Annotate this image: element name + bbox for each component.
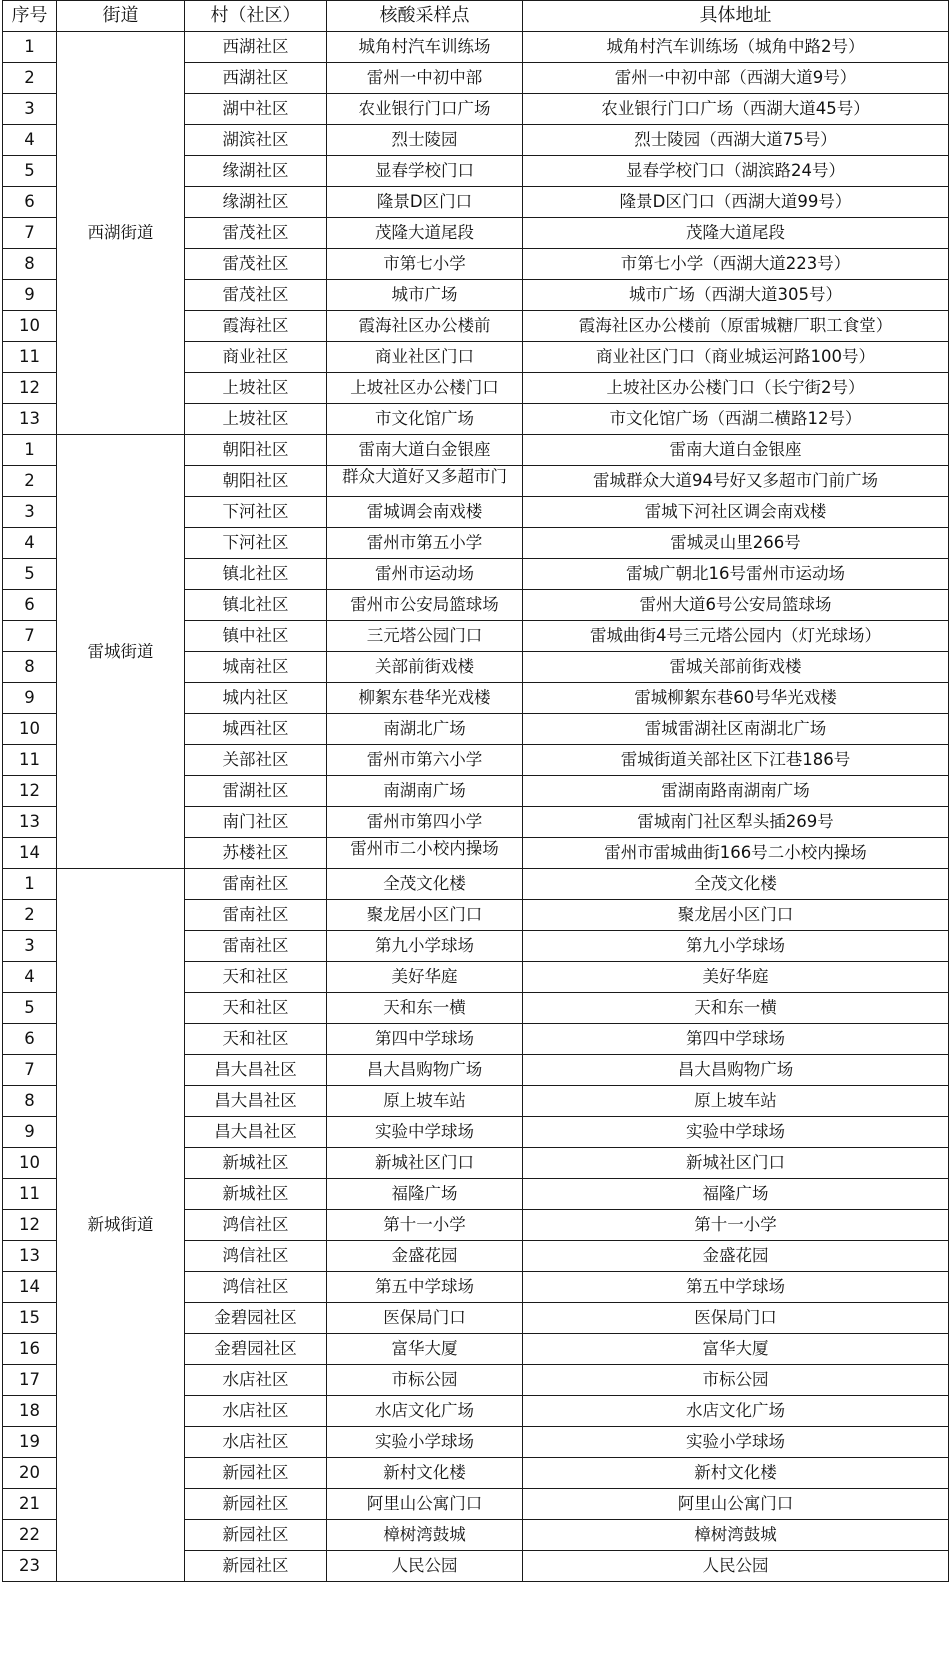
cell-site: 农业银行门口广场 [327,94,523,125]
cell-site: 第四中学球场 [327,1024,523,1055]
cell-index: 5 [3,156,57,187]
cell-site: 实验中学球场 [327,1117,523,1148]
cell-community: 西湖社区 [185,63,327,94]
cell-address: 显春学校门口（湖滨路24号） [523,156,949,187]
cell-site: 茂隆大道尾段 [327,218,523,249]
cell-site: 第五中学球场 [327,1272,523,1303]
cell-site: 雷州市运动场 [327,559,523,590]
cell-site: 实验小学球场 [327,1427,523,1458]
cell-site: 阿里山公寓门口 [327,1489,523,1520]
cell-address: 水店文化广场 [523,1396,949,1427]
header-street: 街道 [57,1,185,32]
cell-community: 鸿信社区 [185,1210,327,1241]
cell-address: 市第七小学（西湖大道223号） [523,249,949,280]
cell-community: 西湖社区 [185,32,327,63]
cell-index: 21 [3,1489,57,1520]
cell-community: 城西社区 [185,714,327,745]
cell-address: 金盛花园 [523,1241,949,1272]
cell-address: 昌大昌购物广场 [523,1055,949,1086]
cell-address: 医保局门口 [523,1303,949,1334]
cell-community: 雷茂社区 [185,249,327,280]
cell-community: 商业社区 [185,342,327,373]
cell-index: 10 [3,714,57,745]
cell-index: 9 [3,683,57,714]
cell-site: 南湖北广场 [327,714,523,745]
cell-site: 雷州一中初中部 [327,63,523,94]
cell-community: 湖中社区 [185,94,327,125]
cell-community: 雷南社区 [185,869,327,900]
cell-community: 下河社区 [185,528,327,559]
cell-site: 烈士陵园 [327,125,523,156]
cell-index: 4 [3,125,57,156]
cell-address: 实验中学球场 [523,1117,949,1148]
cell-site: 隆景D区门口 [327,187,523,218]
cell-index: 8 [3,652,57,683]
cell-community: 昌大昌社区 [185,1086,327,1117]
cell-index: 9 [3,280,57,311]
cell-site: 第九小学球场 [327,931,523,962]
cell-address: 雷城南门社区犁头插269号 [523,807,949,838]
cell-address: 全茂文化楼 [523,869,949,900]
cell-index: 10 [3,311,57,342]
cell-index: 18 [3,1396,57,1427]
cell-index: 22 [3,1520,57,1551]
cell-address: 城市广场（西湖大道305号） [523,280,949,311]
cell-address: 福隆广场 [523,1179,949,1210]
cell-index: 13 [3,404,57,435]
cell-community: 新园社区 [185,1458,327,1489]
cell-site: 南湖南广场 [327,776,523,807]
cell-address: 市标公园 [523,1365,949,1396]
cell-community: 鸿信社区 [185,1241,327,1272]
cell-community: 湖滨社区 [185,125,327,156]
cell-community: 缘湖社区 [185,156,327,187]
cell-site: 霞海社区办公楼前 [327,311,523,342]
cell-index: 11 [3,1179,57,1210]
cell-index: 12 [3,1210,57,1241]
cell-community: 朝阳社区 [185,435,327,466]
cell-community: 水店社区 [185,1427,327,1458]
cell-address: 第十一小学 [523,1210,949,1241]
cell-address: 雷城雷湖社区南湖北广场 [523,714,949,745]
cell-site: 雷城调会南戏楼 [327,497,523,528]
cell-index: 14 [3,1272,57,1303]
cell-community: 城内社区 [185,683,327,714]
cell-index: 19 [3,1427,57,1458]
cell-site: 富华大厦 [327,1334,523,1365]
cell-index: 1 [3,869,57,900]
cell-community: 雷茂社区 [185,218,327,249]
cell-index: 12 [3,776,57,807]
cell-index: 6 [3,187,57,218]
cell-index: 8 [3,1086,57,1117]
cell-address: 上坡社区办公楼门口（长宁街2号） [523,373,949,404]
cell-community: 城南社区 [185,652,327,683]
cell-site: 三元塔公园门口 [327,621,523,652]
cell-community: 昌大昌社区 [185,1117,327,1148]
cell-community: 南门社区 [185,807,327,838]
cell-site: 金盛花园 [327,1241,523,1272]
cell-index: 2 [3,466,57,497]
cell-index: 17 [3,1365,57,1396]
cell-site: 雷州市第四小学 [327,807,523,838]
cell-community: 上坡社区 [185,404,327,435]
cell-index: 8 [3,249,57,280]
cell-community: 天和社区 [185,1024,327,1055]
cell-community: 关部社区 [185,745,327,776]
cell-address: 雷城灵山里266号 [523,528,949,559]
cell-index: 12 [3,373,57,404]
cell-index: 9 [3,1117,57,1148]
cell-site: 原上坡车站 [327,1086,523,1117]
cell-index: 13 [3,1241,57,1272]
cell-address: 雷州一中初中部（西湖大道9号） [523,63,949,94]
cell-site: 市第七小学 [327,249,523,280]
cell-address: 第九小学球场 [523,931,949,962]
cell-site: 聚龙居小区门口 [327,900,523,931]
cell-site: 市文化馆广场 [327,404,523,435]
cell-site-text: 群众大道好又多超市门 [342,467,507,486]
cell-community: 镇中社区 [185,621,327,652]
table-row [3,869,949,900]
cell-index: 6 [3,590,57,621]
cell-address: 雷州市雷城曲街166号二小校内操场 [523,838,949,869]
cell-address: 雷城下河社区调会南戏楼 [523,497,949,528]
cell-index: 6 [3,1024,57,1055]
cell-site [327,838,523,869]
cell-community: 镇北社区 [185,559,327,590]
cell-address: 雷城柳絮东巷60号华光戏楼 [523,683,949,714]
header-index: 序号 [3,1,57,32]
cell-site: 柳絮东巷华光戏楼 [327,683,523,714]
cell-address: 雷城群众大道94号好又多超市门前广场 [523,466,949,497]
cell-address: 原上坡车站 [523,1086,949,1117]
cell-community: 镇北社区 [185,590,327,621]
cell-address: 富华大厦 [523,1334,949,1365]
cell-address: 实验小学球场 [523,1427,949,1458]
cell-address: 烈士陵园（西湖大道75号） [523,125,949,156]
cell-site: 人民公园 [327,1551,523,1582]
cell-address: 隆景D区门口（西湖大道99号） [523,187,949,218]
cell-community: 天和社区 [185,993,327,1024]
cell-community: 雷南社区 [185,900,327,931]
cell-address: 阿里山公寓门口 [523,1489,949,1520]
cell-site: 第十一小学 [327,1210,523,1241]
cell-index: 7 [3,621,57,652]
cell-address: 雷城街道关部社区下江巷186号 [523,745,949,776]
cell-address: 新城社区门口 [523,1148,949,1179]
cell-community: 水店社区 [185,1365,327,1396]
cell-address: 雷城广朝北16号雷州市运动场 [523,559,949,590]
cell-address: 雷湖南路南湖南广场 [523,776,949,807]
cell-index: 3 [3,94,57,125]
cell-site: 商业社区门口 [327,342,523,373]
cell-community: 上坡社区 [185,373,327,404]
cell-address: 人民公园 [523,1551,949,1582]
cell-index: 4 [3,962,57,993]
cell-index: 7 [3,1055,57,1086]
cell-index: 1 [3,435,57,466]
table-header-row [3,1,949,32]
cell-site: 福隆广场 [327,1179,523,1210]
cell-community: 霞海社区 [185,311,327,342]
cell-site: 市标公园 [327,1365,523,1396]
cell-address: 雷南大道白金银座 [523,435,949,466]
cell-community: 昌大昌社区 [185,1055,327,1086]
cell-address: 农业银行门口广场（西湖大道45号） [523,94,949,125]
cell-street: 新城街道 [57,869,185,1582]
cell-site-text: 雷州市二小校内操场 [350,839,499,858]
cell-index: 4 [3,528,57,559]
cell-community: 新园社区 [185,1551,327,1582]
cell-community: 雷湖社区 [185,776,327,807]
cell-address: 市文化馆广场（西湖二横路12号） [523,404,949,435]
cell-site: 城角村汽车训练场 [327,32,523,63]
cell-address: 商业社区门口（商业城运河路100号） [523,342,949,373]
cell-community: 新城社区 [185,1179,327,1210]
cell-address: 聚龙居小区门口 [523,900,949,931]
cell-address: 霞海社区办公楼前（原雷城糖厂职工食堂） [523,311,949,342]
cell-site: 新村文化楼 [327,1458,523,1489]
cell-community: 金碧园社区 [185,1334,327,1365]
header-community: 村（社区） [185,1,327,32]
cell-index: 5 [3,993,57,1024]
cell-site: 水店文化广场 [327,1396,523,1427]
cell-community: 鸿信社区 [185,1272,327,1303]
cell-address: 雷州大道6号公安局篮球场 [523,590,949,621]
sampling-sites-table [2,0,949,1582]
cell-index: 11 [3,745,57,776]
cell-index: 13 [3,807,57,838]
cell-address: 第五中学球场 [523,1272,949,1303]
cell-community: 缘湖社区 [185,187,327,218]
cell-community: 朝阳社区 [185,466,327,497]
cell-site: 显春学校门口 [327,156,523,187]
cell-site: 全茂文化楼 [327,869,523,900]
cell-community: 新园社区 [185,1520,327,1551]
cell-index: 16 [3,1334,57,1365]
cell-community: 苏楼社区 [185,838,327,869]
header-address: 具体地址 [523,1,949,32]
cell-site: 医保局门口 [327,1303,523,1334]
cell-community: 金碧园社区 [185,1303,327,1334]
cell-community: 新城社区 [185,1148,327,1179]
cell-community: 天和社区 [185,962,327,993]
table-body [3,32,949,1582]
cell-community: 雷南社区 [185,931,327,962]
cell-index: 7 [3,218,57,249]
table-row [3,435,949,466]
cell-index: 2 [3,900,57,931]
cell-community: 下河社区 [185,497,327,528]
cell-address: 第四中学球场 [523,1024,949,1055]
cell-site: 樟树湾鼓城 [327,1520,523,1551]
cell-site: 昌大昌购物广场 [327,1055,523,1086]
cell-index: 2 [3,63,57,94]
cell-site: 雷州市公安局篮球场 [327,590,523,621]
cell-address: 茂隆大道尾段 [523,218,949,249]
cell-index: 10 [3,1148,57,1179]
cell-index: 20 [3,1458,57,1489]
cell-index: 5 [3,559,57,590]
cell-index: 11 [3,342,57,373]
cell-community: 新园社区 [185,1489,327,1520]
cell-site: 雷州市第五小学 [327,528,523,559]
cell-index: 14 [3,838,57,869]
cell-community: 雷茂社区 [185,280,327,311]
cell-site: 天和东一横 [327,993,523,1024]
header-site: 核酸采样点 [327,1,523,32]
cell-index: 15 [3,1303,57,1334]
cell-index: 3 [3,497,57,528]
cell-community: 水店社区 [185,1396,327,1427]
cell-site [327,466,523,497]
cell-address: 城角村汽车训练场（城角中路2号） [523,32,949,63]
table-row [3,32,949,63]
cell-address: 天和东一横 [523,993,949,1024]
cell-address: 雷城曲街4号三元塔公园内（灯光球场） [523,621,949,652]
cell-index: 23 [3,1551,57,1582]
cell-address: 雷城关部前街戏楼 [523,652,949,683]
cell-site: 城市广场 [327,280,523,311]
cell-address: 樟树湾鼓城 [523,1520,949,1551]
cell-site: 雷州市第六小学 [327,745,523,776]
cell-street: 雷城街道 [57,435,185,869]
cell-index: 3 [3,931,57,962]
cell-site: 雷南大道白金银座 [327,435,523,466]
cell-address: 新村文化楼 [523,1458,949,1489]
cell-index: 1 [3,32,57,63]
cell-site: 关部前街戏楼 [327,652,523,683]
cell-street: 西湖街道 [57,32,185,435]
cell-site: 美好华庭 [327,962,523,993]
cell-site: 新城社区门口 [327,1148,523,1179]
cell-address: 美好华庭 [523,962,949,993]
cell-site: 上坡社区办公楼门口 [327,373,523,404]
